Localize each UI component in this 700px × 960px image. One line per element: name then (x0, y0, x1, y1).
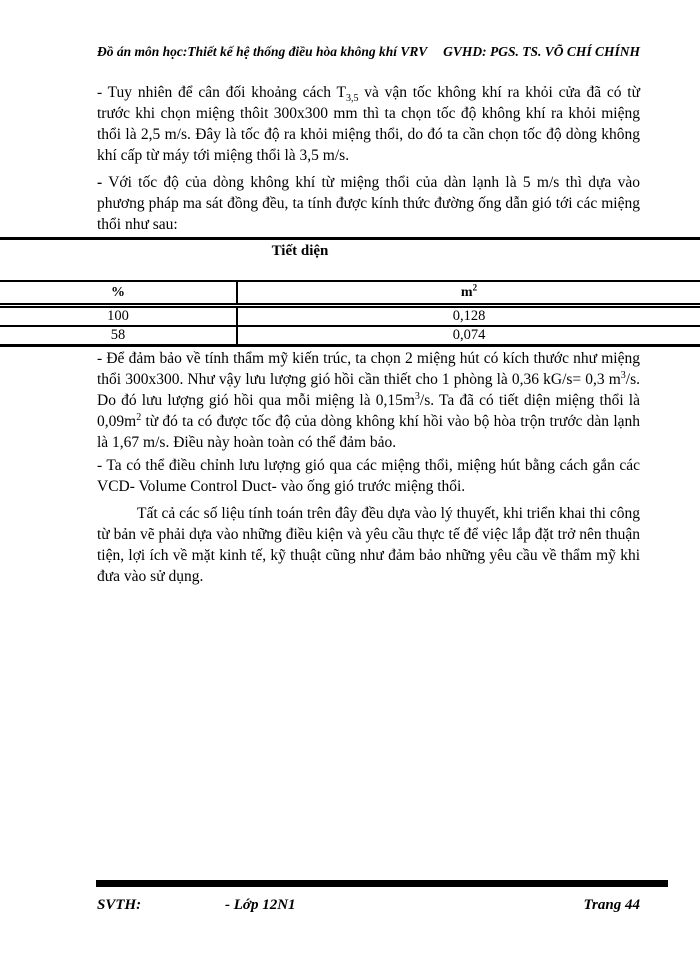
paragraph-text: từ đó ta có được tốc độ của dòng không khí hồi vào bộ hòa trộn trước dàn lạnh là 1,67 m/s. Điều này hoàn toàn có thể đảm bảo. (97, 413, 640, 451)
paragraph-conclusion: Tất cả các số liệu tính toán trên đây đều dựa vào lý thuyết, khi triển khai thi công từ bản vẽ phải dựa vào những điều kiện và yêu cầu thực tế để việc lắp đặt trở nên thuận tiện, lợi ích về mặt kinh tế, kỹ thuật cũng như đảm bảo những yêu cầu về thẩm mỹ khi đưa vào sử dụng. (97, 505, 640, 585)
paragraph-vcd: - Ta có thể điều chỉnh lưu lượng gió qua các miệng thổi, miệng hút bằng cách gắn các VCD- Volume Control Duct- vào ống gió trước miệng thổi. (97, 457, 640, 495)
paragraph-text: Với tốc độ của dòng không khí từ miệng thổi của dàn lạnh là 5 m/s thì dựa vào phương pháp ma sát đồng đều, ta tính được kính thức đường ống dẫn gió tới các miệng thổi như sau: (97, 174, 640, 233)
cell-percent-1: 58 (0, 326, 237, 346)
cross-section-table (0, 237, 700, 347)
paragraph-return-grille (97, 348, 640, 453)
table-row (0, 326, 700, 346)
paragraph-text: /s. Ta đã có tiết diện miệng thổi là 0,09m (97, 392, 640, 430)
footer-rule (96, 880, 668, 887)
footer-class-label: - Lớp 12N1 (225, 897, 296, 913)
paragraph-airflow-balance (97, 82, 640, 166)
page-header (97, 44, 640, 60)
paragraph-text: - Để đảm bảo về tính thẩm mỹ kiến trúc, ta chọn 2 miệng hút có kích thước như miệng thổi 300x300. Như vậy lưu lượng gió hồi cần thiết cho 1 phòng là 0,36 kG/s= 0,3 m (97, 350, 640, 388)
col-header-percent: % (0, 281, 237, 306)
header-advisor: GVHD: PGS. TS. VÕ CHÍ CHÍNH (443, 44, 640, 59)
paragraph-text: - Tuy nhiên để cân đối khoảng cách T (97, 84, 346, 101)
paragraph-dash: - (97, 174, 103, 191)
superscript-2: 2 (472, 281, 478, 292)
col-header-area (237, 281, 700, 306)
cell-percent-0: 100 (0, 306, 237, 327)
paragraph-text: và vận tốc không khí ra khỏi cửa đã có từ trước khi chọn miệng thôit 300x300 mm thì ta chọn tốc độ không khí ra khỏi miệng thổi là 2,5 m/s. Đây là tốc độ ra khỏi miệng thổi, do đó ta cần chọn tốc độ dòng không khí cấp từ máy tới miệng thổi là 3,5 m/s. (97, 84, 640, 164)
superscript-2: 2 (136, 411, 142, 423)
table-title: Tiết diện (0, 239, 700, 282)
superscript-3: 3 (620, 369, 626, 381)
footer-page-number: Trang 44 (583, 897, 640, 913)
footer-svth-label: SVTH: (97, 897, 142, 913)
subscript-t35: 3,5 (345, 93, 359, 105)
paragraph-duct-sizing (97, 172, 640, 235)
paragraph-text: /s. Do đó lưu lượng gió hồi qua mỗi miệng là 0,15m (97, 371, 640, 409)
table-header-row (0, 281, 700, 306)
table-title-row (0, 239, 700, 282)
table-row (0, 306, 700, 327)
page-footer (97, 897, 640, 917)
header-course-title: Đồ án môn học:Thiết kế hệ thống điều hòa không khí VRV (97, 44, 428, 59)
cell-area-0: 0,128 (237, 306, 700, 327)
cell-area-1: 0,074 (237, 326, 700, 346)
superscript-3: 3 (414, 390, 420, 402)
unit-m: m (460, 284, 473, 300)
